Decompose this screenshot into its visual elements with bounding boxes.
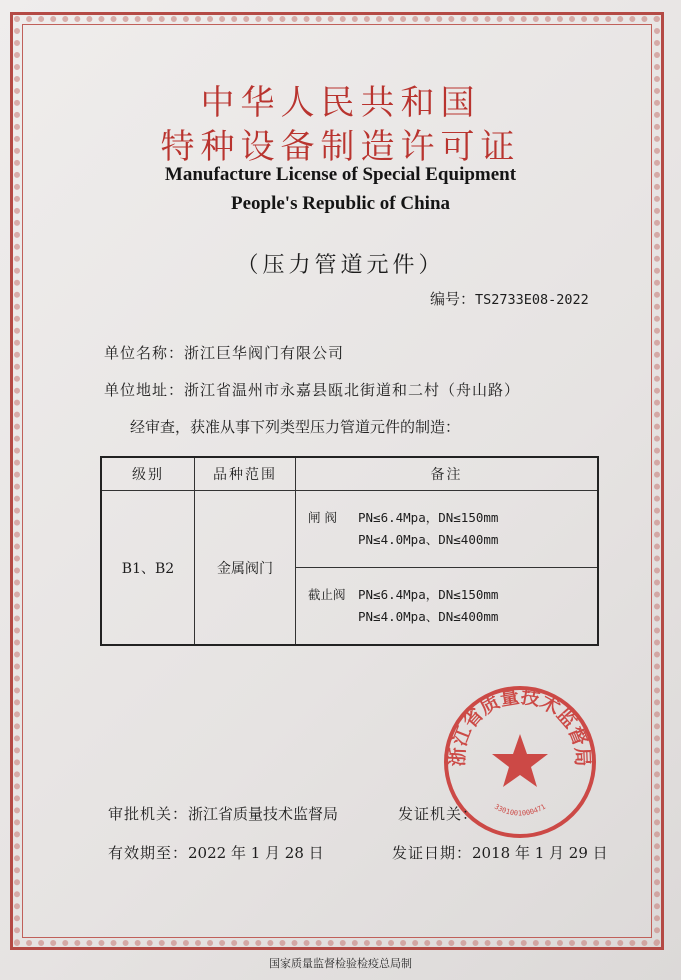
remark-spec-line2: PN≤4.0Mpa、DN≤400mm <box>358 531 499 547</box>
unit-address-row <box>104 379 520 400</box>
header-category: 品种范围 <box>195 457 296 491</box>
header-remarks: 备注 <box>296 457 599 491</box>
approval-statement: 经审查，获准从事下列类型压力管道元件的制造： <box>130 418 461 436</box>
seal-star-icon <box>492 734 548 787</box>
valid-until-value: 2022 年 1 月 28 日 <box>188 844 324 862</box>
scope-table <box>100 456 599 646</box>
seal-text: 浙江省质量技术监督局 <box>446 685 594 767</box>
issue-date-row <box>392 842 608 863</box>
title-cn-line1: 中华人民共和国 <box>200 83 481 123</box>
cell-category: 金属阀门 <box>195 491 296 646</box>
issue-date-label: 发证日期： <box>392 844 473 862</box>
remark-name: 截止阀 <box>308 586 346 602</box>
approval-authority-value: 浙江省质量技术监督局 <box>188 805 339 823</box>
valid-until-label: 有效期至： <box>108 844 189 862</box>
valid-until-row <box>108 842 324 863</box>
footer-issuer: 国家质量监督检验检疫总局制 <box>269 957 412 970</box>
remark-spec-line1: PN≤6.4Mpa，DN≤150mm <box>358 509 499 525</box>
title-en-line2: People's Republic of China <box>230 193 451 214</box>
remark-name: 闸 阀 <box>308 509 337 525</box>
issuing-authority-label: 发证机关： <box>398 805 479 823</box>
unit-address-value: 浙江省温州市永嘉县瓯北街道和二村（舟山路） <box>184 381 521 399</box>
certificate-subtitle: （压力管道元件） <box>236 253 445 278</box>
license-number-label: 编号： <box>430 290 476 308</box>
cell-remark-gate-valve <box>296 491 599 568</box>
table-row <box>101 491 598 568</box>
unit-address-label: 单位地址： <box>104 381 185 399</box>
issuing-authority-row <box>398 803 478 824</box>
title-cn-line2: 特种设备制造许可证 <box>160 127 521 167</box>
remark-spec-line1: PN≤6.4Mpa，DN≤150mm <box>358 586 499 602</box>
license-number <box>430 288 589 309</box>
approval-authority-label: 审批机关： <box>108 805 189 823</box>
unit-name-value: 浙江巨华阀门有限公司 <box>184 344 345 362</box>
header-level: 级别 <box>101 457 195 491</box>
cell-remark-globe-valve <box>296 567 599 645</box>
cell-level: B1、B2 <box>101 491 195 646</box>
license-number-value: TS2733E08-2022 <box>475 292 589 308</box>
unit-name-row <box>104 342 344 363</box>
approval-authority-row <box>108 803 338 824</box>
seal-number: 3301001000471 <box>492 802 548 818</box>
remark-spec-line2: PN≤4.0Mpa、DN≤400mm <box>358 608 499 624</box>
issue-date-value: 2018 年 1 月 29 日 <box>472 844 608 862</box>
unit-name-label: 单位名称： <box>104 344 185 362</box>
table-header-row <box>101 457 598 491</box>
title-en-line1: Manufacture License of Special Equipment <box>164 164 517 185</box>
